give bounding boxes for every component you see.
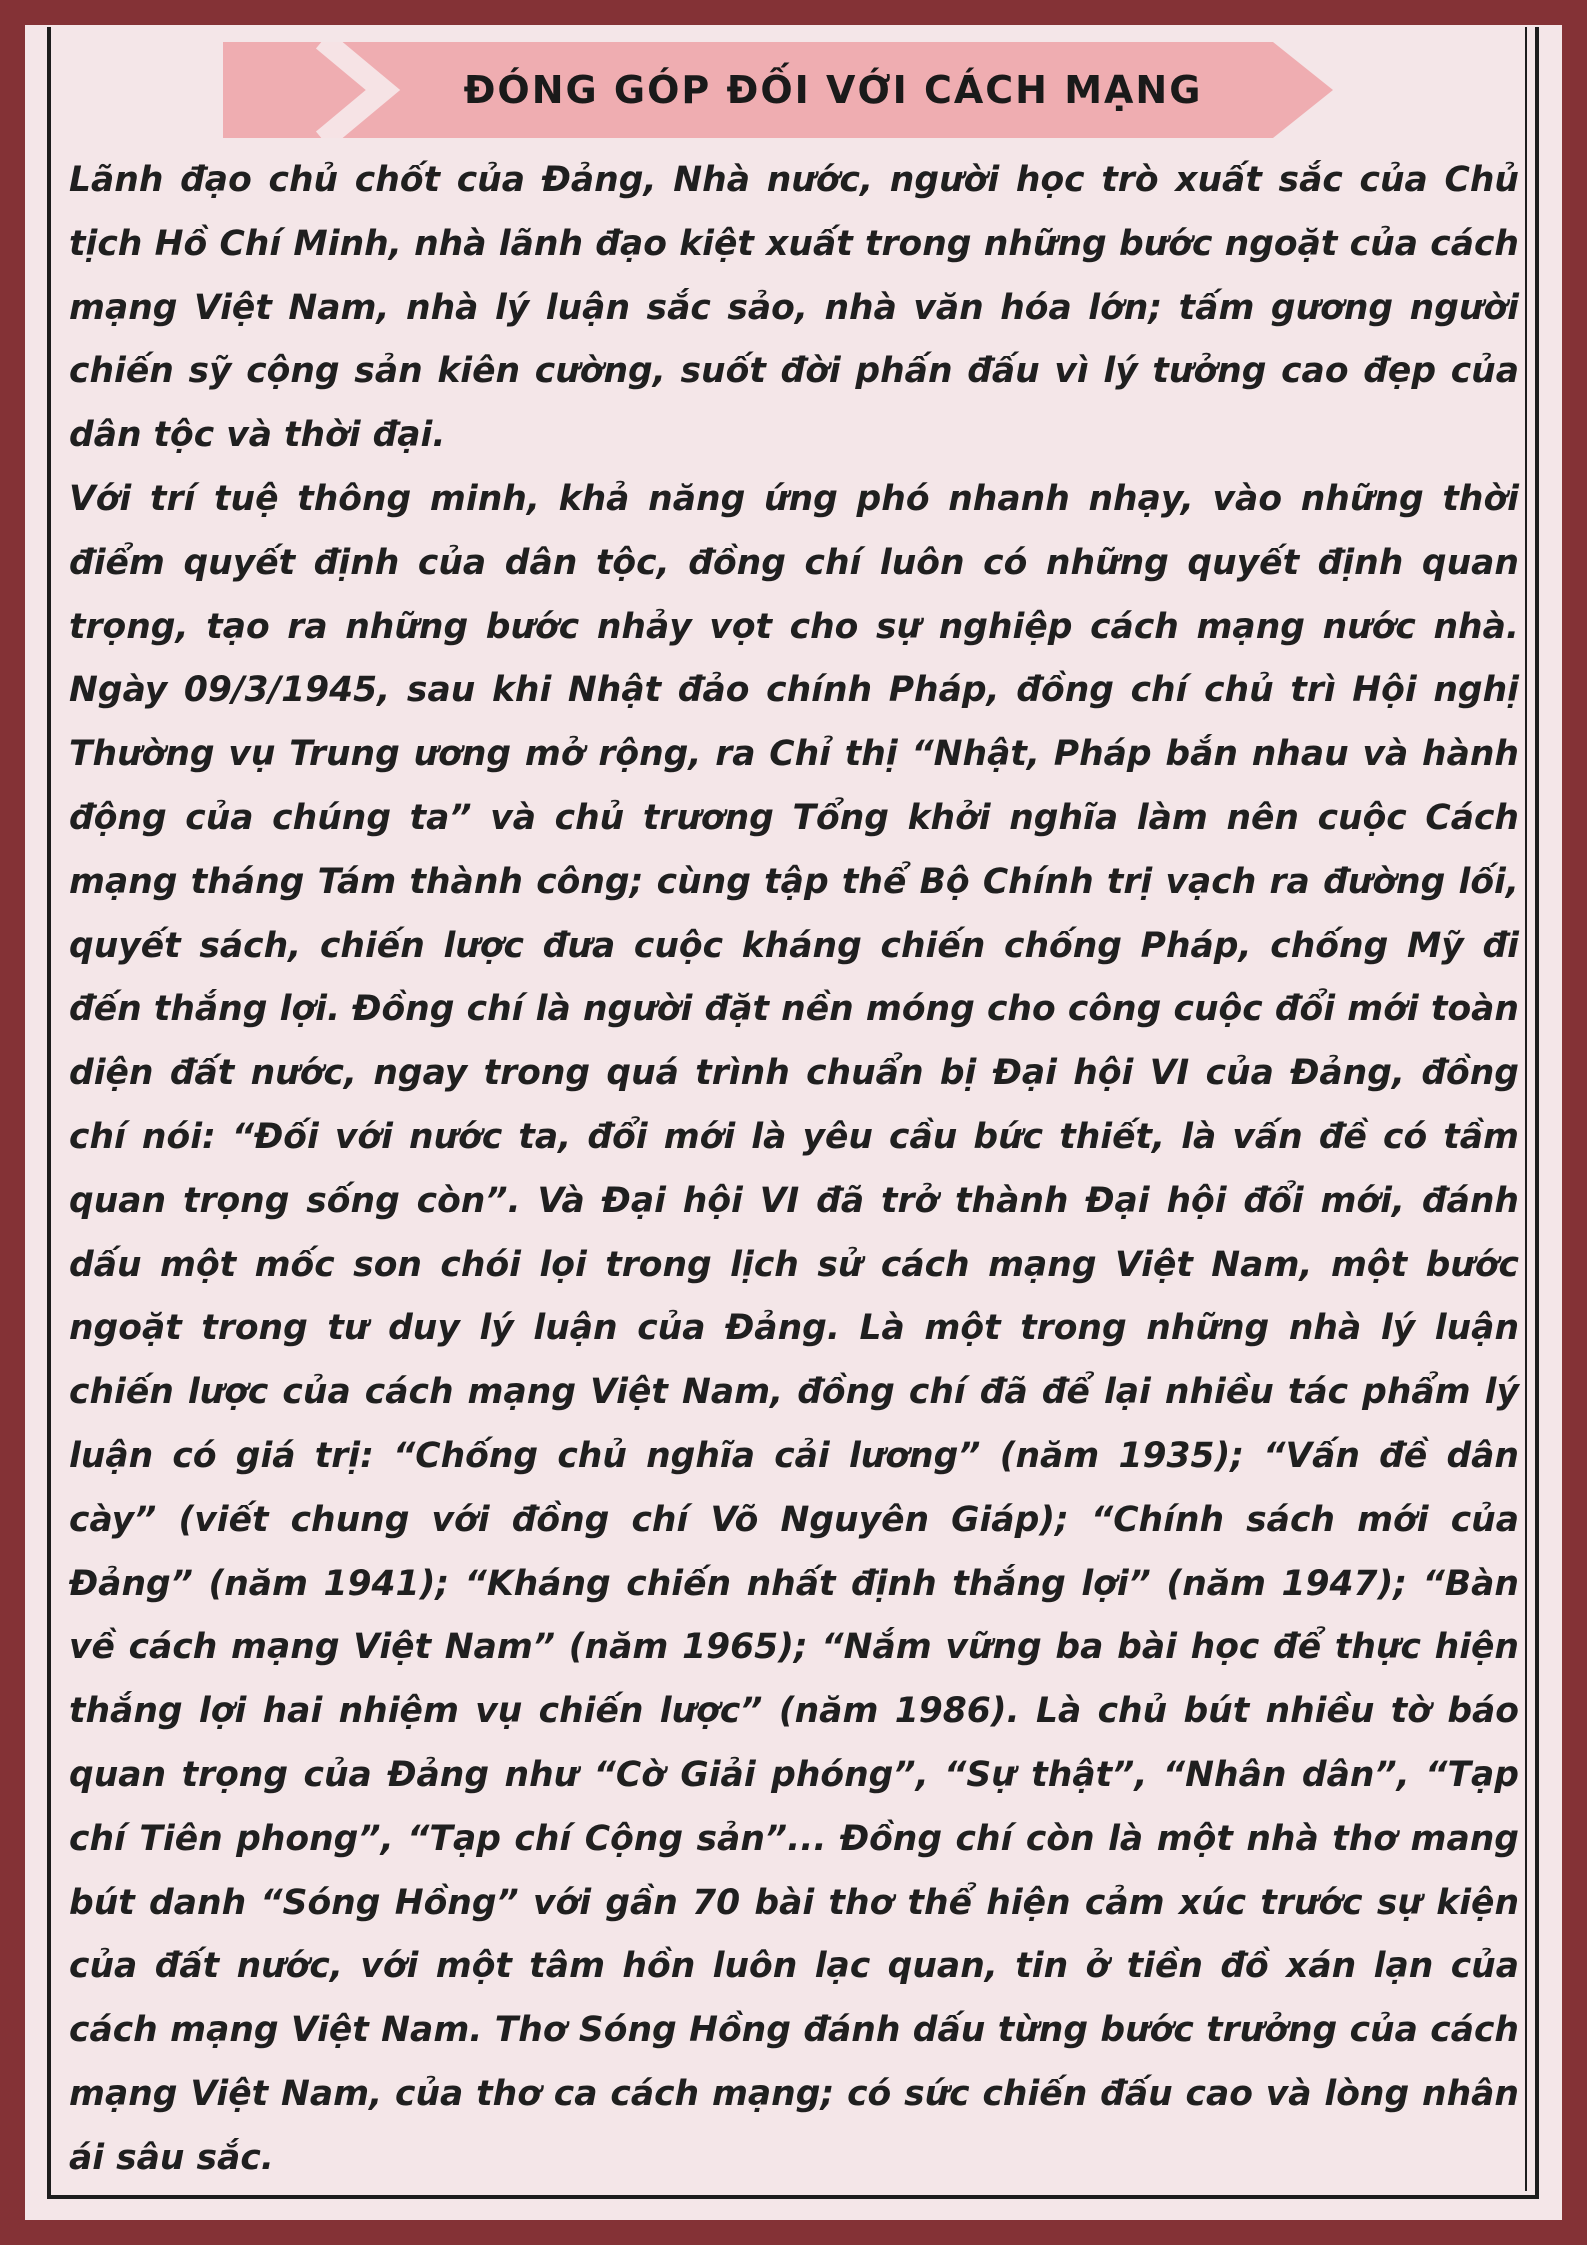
frame-inner-line bbox=[1525, 27, 1527, 2191]
document-page bbox=[25, 25, 1562, 2220]
paragraph-intro: Lãnh đạo chủ chốt của Đảng, Nhà nước, người học trò xuất sắc của Chủ tịch Hồ Chí Minh, nhà lãnh đạo kiệt xuất trong những bước ngoặt của cách mạng Việt Nam, nhà lý luận sắc sảo, nhà văn hóa lớn; tấm gương người chiến sỹ cộng sản kiên cường, suốt đời phấn đấu vì lý tưởng cao đẹp của dân tộc và thời đại. bbox=[69, 160, 1519, 456]
article-body bbox=[69, 149, 1519, 2191]
paragraph-contributions: Với trí tuệ thông minh, khả năng ứng phó nhanh nhạy, vào những thời điểm quyết định của dân tộc, đồng chí luôn có những quyết định quan trọng, tạo ra những bước nhảy vọt cho sự nghiệp cách mạng nước nhà. Ngày 09/3/1945, sau khi Nhật đảo chính Pháp, đồng chí chủ trì Hội nghị Thường vụ Trung ương mở rộng, ra Chỉ thị “Nhật, Pháp bắn nhau và hành động của chúng ta” và chủ trương Tổng khởi nghĩa làm nên cuộc Cách mạng tháng Tám thành công; cùng tập thể Bộ Chính trị vạch ra đường lối, quyết sách, chiến lược đưa cuộc kháng chiến chống Pháp, chống Mỹ đi đến thắng lợi. Đồng chí là người đặt nền móng cho công cuộc đổi mới toàn diện đất nước, ngay trong quá trình chuẩn bị Đại hội VI của Đảng, đồng chí nói: “Đối với nước ta, đổi mới là yêu cầu bức thiết, là vấn đề có tầm quan trọng sống còn”. Và Đại hội VI đã trở thành Đại hội đổi mới, đánh dấu một mốc son chói lọi trong lịch sử cách mạng Việt Nam, một bước ngoặt trong tư duy lý luận của Đảng. Là một trong những nhà lý luận chiến lược của cách mạng Việt Nam, đồng chí đã để lại nhiều tác phẩm lý luận có giá trị: “Chống chủ nghĩa cải lương” (năm 1935); “Vấn đề dân cày” (viết chung với đồng chí Võ Nguyên Giáp); “Chính sách mới của Đảng” (năm 1941); “Kháng chiến nhất định thắng lợi” (năm 1947); “Bàn về cách mạng Việt Nam” (năm 1965); “Nắm vững ba bài học để thực hiện thắng lợi hai nhiệm vụ chiến lược” (năm 1986). Là chủ bút nhiều tờ báo quan trọng của Đảng như “Cờ Giải phóng”, “Sự thật”, “Nhân dân”, “Tạp chí Tiên phong”, “Tạp chí Cộng sản”... Đồng chí còn là một nhà thơ mang bút danh “Sóng Hồng” với gần 70 bài thơ thể hiện cảm xúc trước sự kiện của đất nước, với một tâm hồn luôn lạc quan, tin ở tiền đồ xán lạn của cách mạng Việt Nam. Thơ Sóng Hồng đánh dấu từng bước trưởng của cách mạng Việt Nam, của thơ ca cách mạng; có sức chiến đấu cao và lòng nhân ái sâu sắc. bbox=[69, 478, 1519, 2178]
page-title: ĐÓNG GÓP ĐỐI VỚI CÁCH MẠNG bbox=[463, 68, 1203, 112]
title-banner bbox=[223, 42, 1333, 138]
